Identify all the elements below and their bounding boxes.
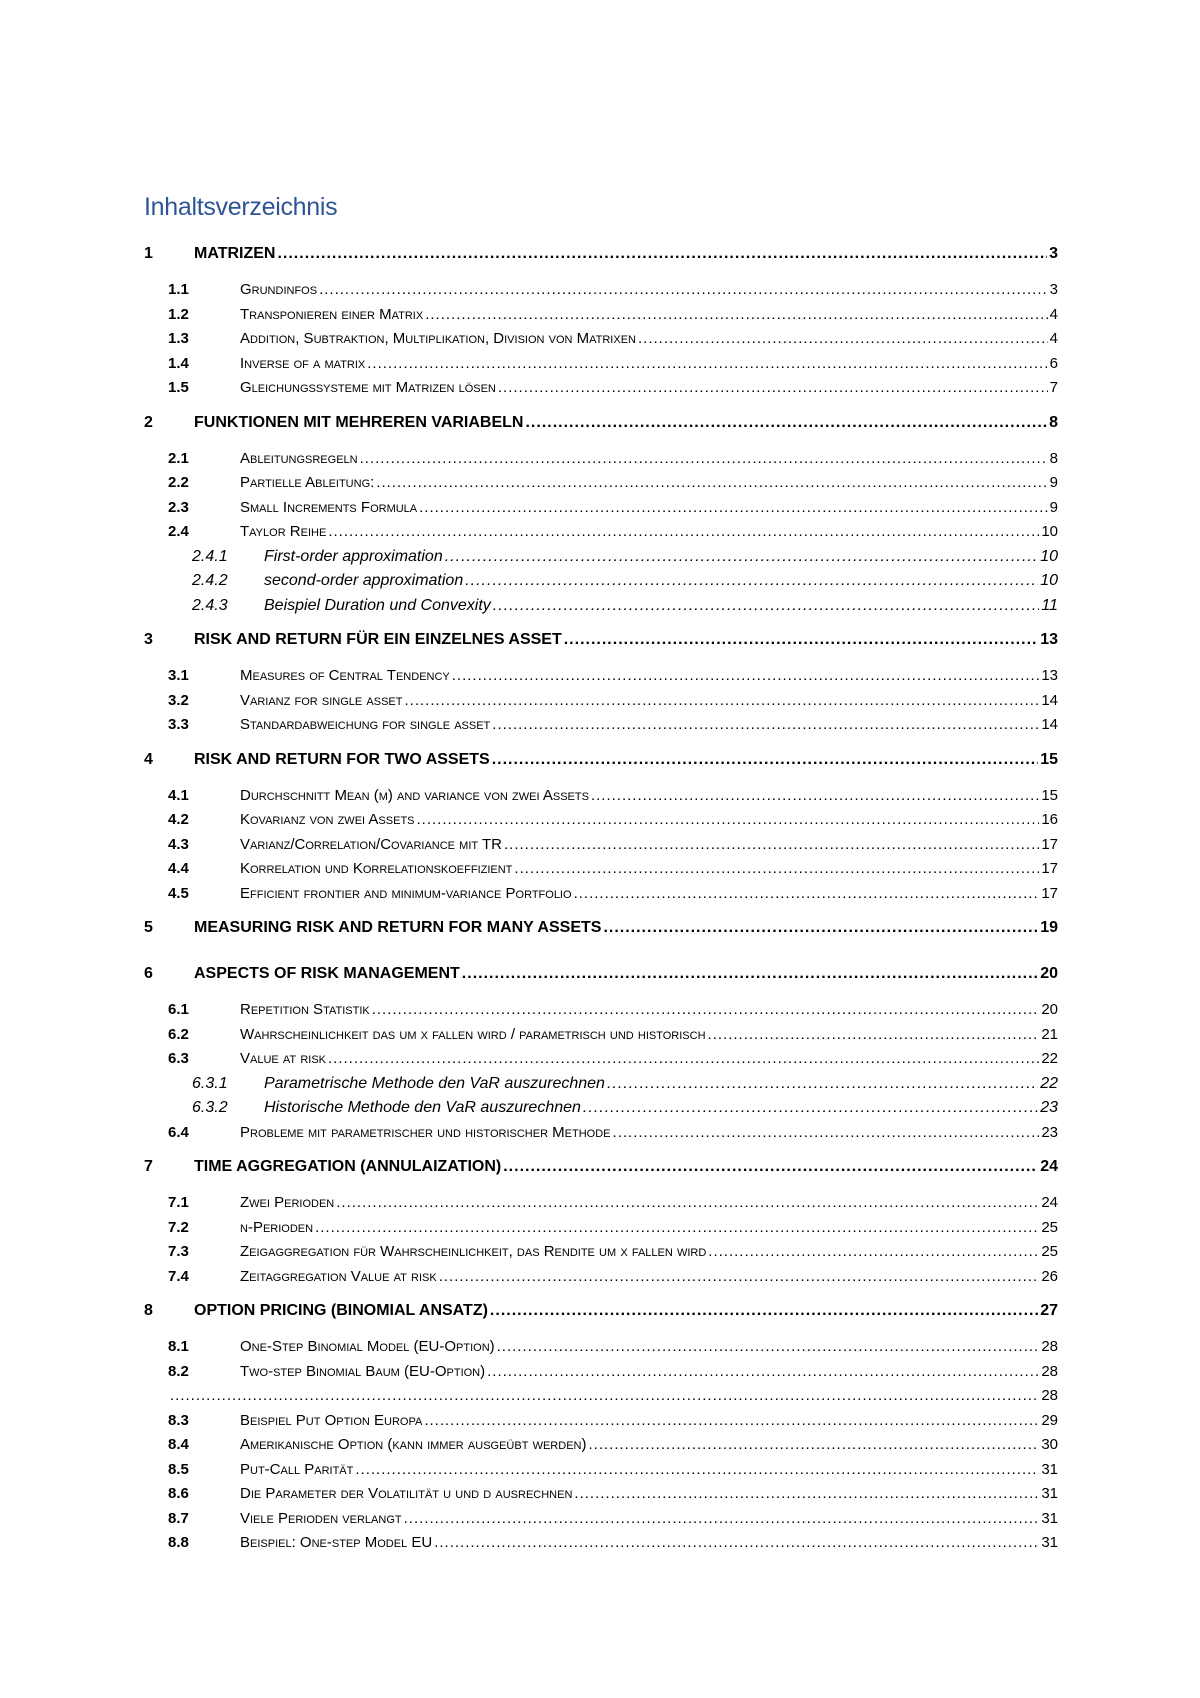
- toc-entry[interactable]: [144, 1158, 1058, 1182]
- toc-entry-label: Two-step Binomial Baum (EU-Option): [240, 1362, 486, 1380]
- toc-dot-leader: [498, 379, 1048, 396]
- toc-entry-number: 6.2: [168, 1025, 189, 1043]
- toc-entry-page: 17: [1041, 860, 1058, 877]
- toc-dot-leader: [336, 1194, 1039, 1211]
- toc-entry[interactable]: [144, 572, 1058, 596]
- toc-dot-leader: [419, 499, 1048, 516]
- toc-entry-page: 14: [1041, 691, 1058, 709]
- toc-entry-number: 1.5: [168, 379, 189, 396]
- toc-entry-page: 20: [1040, 965, 1058, 982]
- toc-dot-leader: [445, 548, 1038, 566]
- toc-entry-label: Gleichungssysteme mit Matrizen lösen: [240, 379, 496, 396]
- toc-entry-label: Efficient frontier and minimum-variance Portfolio: [240, 884, 572, 902]
- toc-entry-number: 8.4: [168, 1436, 189, 1453]
- toc-entry-page: 28: [1041, 1338, 1058, 1355]
- toc-entry[interactable]: [144, 667, 1058, 691]
- toc-entry-page: 24: [1040, 1158, 1058, 1175]
- toc-entry-page: 10: [1041, 523, 1058, 540]
- toc-entry-number: 8: [144, 1302, 153, 1319]
- toc-dot-leader: [583, 1099, 1038, 1117]
- toc-entry[interactable]: [144, 1363, 1058, 1387]
- toc-entry[interactable]: [144, 1461, 1058, 1485]
- toc-entry[interactable]: [144, 1099, 1058, 1123]
- toc-entry-number: 1.4: [168, 354, 189, 372]
- toc-entry-page: 10: [1040, 547, 1058, 565]
- toc-entry-number: 1: [144, 245, 153, 262]
- toc-entry-page: 4: [1049, 330, 1058, 347]
- toc-entry-page: 27: [1040, 1302, 1058, 1319]
- toc-entry-label: Taylor Reihe: [240, 523, 327, 540]
- toc-dot-leader: [497, 1338, 1040, 1355]
- toc-entry-label: Small Increments Formula: [240, 498, 418, 516]
- toc-entry[interactable]: [144, 1412, 1058, 1436]
- toc-dot-leader: [574, 885, 1040, 902]
- toc-entry-page: 8: [1049, 413, 1058, 431]
- toc-entry[interactable]: [144, 523, 1058, 547]
- toc-entry-number: 2.2: [168, 474, 189, 491]
- toc-entry-number: 3.2: [168, 691, 189, 709]
- toc-entry-label: Kovarianz von zwei Assets: [240, 811, 415, 828]
- toc-entry-page: 20: [1041, 1001, 1058, 1018]
- toc-entry-label: Beispiel Duration und Convexity: [264, 596, 491, 614]
- toc-dot-leader: [277, 245, 1047, 263]
- toc-dot-leader: [525, 414, 1047, 432]
- toc-entry-label: ASPECTS OF RISK MANAGEMENT: [194, 965, 460, 982]
- toc-entry-page: 9: [1049, 474, 1058, 491]
- toc-entry[interactable]: [144, 1338, 1058, 1362]
- toc-entry-label: Inverse of a matrix: [240, 354, 366, 372]
- toc-entry[interactable]: [144, 1124, 1058, 1148]
- toc-entry-page: 23: [1041, 1123, 1058, 1141]
- toc-entry[interactable]: [144, 1075, 1058, 1099]
- toc-entry-page: 17: [1041, 835, 1058, 853]
- toc-dot-leader: [465, 572, 1038, 590]
- toc-entry-label: Historische Methode den VaR auszurechnen: [264, 1099, 581, 1116]
- toc-entry-label: Partielle Ableitung:: [240, 474, 375, 491]
- toc-entry-label: Korrelation und Korrelationskoeffizient: [240, 860, 513, 877]
- toc-entry-number: 6: [144, 965, 153, 982]
- toc-entry-number: 3: [144, 631, 153, 648]
- toc-dot-leader: [424, 1412, 1039, 1429]
- toc-entry-number: 3.3: [168, 716, 189, 733]
- toc-entry-page: 31: [1041, 1509, 1058, 1527]
- toc-dot-leader: [708, 1243, 1039, 1260]
- toc-entry-label: First-order approximation: [264, 547, 443, 565]
- toc-entry-number: 6.1: [168, 1001, 189, 1018]
- toc-dot-leader: [452, 667, 1040, 684]
- toc-dot-leader: [404, 1510, 1040, 1527]
- toc-dot-leader: [417, 811, 1040, 828]
- toc-entry-page: 7: [1049, 379, 1058, 396]
- toc-dot-leader: [591, 787, 1039, 804]
- toc-dot-leader: [328, 523, 1039, 540]
- toc-entry-label: Die Parameter der Volatilität u und d ausrechnen: [240, 1485, 573, 1502]
- toc-entry-number: 8.3: [168, 1411, 189, 1429]
- toc-entry[interactable]: [144, 1050, 1058, 1074]
- toc-entry-page: 6: [1049, 354, 1058, 372]
- toc-entry-page: 4: [1049, 305, 1058, 323]
- toc-entry-page: 26: [1041, 1267, 1058, 1285]
- toc-dot-leader: [492, 716, 1039, 733]
- toc-entry[interactable]: [144, 306, 1058, 330]
- toc-entry-label: One-Step Binomial Model (EU-Option): [240, 1338, 495, 1355]
- toc-entry-page: 10: [1040, 572, 1058, 589]
- toc-dot-leader: [514, 860, 1039, 877]
- toc-entry-page: 31: [1041, 1534, 1058, 1551]
- toc-entry[interactable]: [168, 1387, 1058, 1411]
- toc-entry[interactable]: [144, 965, 1058, 989]
- toc-entry-number: 3.1: [168, 667, 189, 684]
- toc-entry-page: 30: [1041, 1436, 1058, 1453]
- toc-entry[interactable]: [144, 836, 1058, 860]
- toc-entry[interactable]: [144, 1485, 1058, 1509]
- toc-entry[interactable]: [144, 716, 1058, 740]
- toc-entry[interactable]: [144, 631, 1058, 655]
- toc-entry-number: 1.1: [168, 281, 189, 298]
- toc-entry-number: 2.3: [168, 498, 189, 516]
- toc-entry-label: Parametrische Methode den VaR auszurechnen: [264, 1074, 605, 1092]
- toc-entry-label: Viele Perioden verlangt: [240, 1509, 402, 1527]
- toc-dot-leader: [372, 1001, 1040, 1018]
- toc-entry[interactable]: [144, 1268, 1058, 1292]
- toc-dot-leader: [404, 692, 1039, 709]
- toc-entry-label: Grundinfos: [240, 281, 318, 298]
- toc-entry-label: Ableitungsregeln: [240, 449, 358, 467]
- toc-entry-number: 1.2: [168, 305, 189, 323]
- toc-entry-page: 13: [1041, 667, 1058, 684]
- toc-entry-label: Beispiel Put Option Europa: [240, 1411, 423, 1429]
- toc-entry[interactable]: [144, 1219, 1058, 1243]
- toc-entry[interactable]: [144, 1194, 1058, 1218]
- toc-entry-number: 8.8: [168, 1534, 189, 1551]
- toc-entry[interactable]: [144, 811, 1058, 835]
- toc-entry-number: 7: [144, 1158, 153, 1175]
- toc-entry-label: n-Perioden: [240, 1218, 314, 1236]
- toc-entry-page: 16: [1041, 811, 1058, 828]
- toc-dot-leader: [638, 330, 1048, 347]
- toc-entry-page: 28: [1041, 1362, 1058, 1380]
- toc-dot-leader: [315, 1219, 1039, 1236]
- toc-entry-label: RISK AND RETURN FÜR EIN EINZELNES ASSET: [194, 631, 562, 648]
- toc-entry-page: 23: [1040, 1099, 1058, 1116]
- toc-entry[interactable]: [144, 885, 1058, 909]
- toc-dot-leader: [462, 965, 1038, 983]
- toc-entry-number: 5: [144, 919, 153, 936]
- toc-entry-label: Put-Call Parität: [240, 1460, 354, 1478]
- toc-entry[interactable]: [144, 379, 1058, 403]
- toc-entry-number: 2.1: [168, 449, 189, 467]
- toc-entry[interactable]: [144, 1302, 1058, 1326]
- toc-entry-label: MATRIZEN: [194, 245, 276, 262]
- toc-entry-number: 7.2: [168, 1218, 189, 1236]
- toc-entry-page: 19: [1040, 919, 1058, 936]
- toc-entry-page: 24: [1041, 1194, 1058, 1211]
- toc-dot-leader: [603, 919, 1038, 937]
- toc-entry-number: 8.7: [168, 1509, 189, 1527]
- toc-entry-page: 29: [1041, 1411, 1058, 1429]
- toc-dot-leader: [493, 597, 1040, 615]
- toc-dot-leader: [504, 836, 1039, 853]
- toc-entry-label: Zwei Perioden: [240, 1194, 335, 1211]
- toc-entry[interactable]: [144, 330, 1058, 354]
- toc-dot-leader: [564, 631, 1038, 649]
- toc-entry-label: OPTION PRICING (BINOMIAL ANSATZ): [194, 1302, 488, 1319]
- toc-entry-number: 2: [144, 413, 153, 431]
- toc-entry[interactable]: [144, 450, 1058, 474]
- toc-entry-page: 8: [1049, 449, 1058, 467]
- toc-entry-label: second-order approximation: [264, 572, 464, 589]
- toc-entry-number: 8.5: [168, 1460, 189, 1478]
- toc-entry-number: 4: [144, 750, 153, 768]
- toc-entry-number: 6.3.1: [192, 1074, 228, 1092]
- toc-entry-number: 7.1: [168, 1194, 189, 1211]
- toc-entry-page: 11: [1041, 596, 1058, 614]
- toc-entry-label: Transponieren einer Matrix: [240, 305, 424, 323]
- toc-entry[interactable]: [144, 548, 1058, 572]
- toc-entry-label: Amerikanische Option (kann immer ausgeübt werden): [240, 1436, 587, 1453]
- toc-entry-page: 28: [1041, 1387, 1058, 1404]
- toc-entry-page: 9: [1049, 498, 1058, 516]
- toc-entry-page: 21: [1041, 1025, 1058, 1043]
- toc-entry-page: 15: [1041, 786, 1058, 804]
- toc-entry-label: RISK AND RETURN FOR TWO ASSETS: [194, 750, 490, 768]
- toc-entry[interactable]: [144, 1510, 1058, 1534]
- toc-entry[interactable]: [144, 1436, 1058, 1460]
- toc-entry[interactable]: [144, 692, 1058, 716]
- toc-entry-page: 13: [1040, 631, 1058, 648]
- toc-entry-label: Addition, Subtraktion, Multiplikation, Division von Matrixen: [240, 330, 636, 347]
- toc-entry[interactable]: [144, 499, 1058, 523]
- toc-entry-number: 6.4: [168, 1123, 189, 1141]
- toc-entry-label: Value at risk: [240, 1050, 326, 1067]
- toc-title: Inhaltsverzeichnis: [144, 193, 338, 221]
- toc-entry-page: 3: [1049, 281, 1058, 298]
- toc-entry[interactable]: [144, 751, 1058, 775]
- toc-entry-number: 8.2: [168, 1362, 189, 1380]
- toc-entry-label: TIME AGGREGATION (ANNULAIZATION): [194, 1158, 502, 1175]
- toc-entry-label: Zeitaggregation Value at risk: [240, 1267, 437, 1285]
- toc-entry-page: 31: [1041, 1485, 1058, 1502]
- toc-entry-number: 4.1: [168, 786, 189, 804]
- toc-dot-leader: [613, 1124, 1040, 1141]
- toc-entry[interactable]: [144, 245, 1058, 269]
- toc-entry-label: MEASURING RISK AND RETURN FOR MANY ASSETS: [194, 919, 602, 936]
- toc-entry-label: Beispiel: One-step Model EU: [240, 1534, 433, 1551]
- toc-dot-leader: [492, 751, 1039, 769]
- toc-dot-leader: [574, 1485, 1039, 1502]
- toc-entry[interactable]: [144, 860, 1058, 884]
- toc-entry-label: Zeigaggregation für Wahrscheinlichkeit, das Rendite um x fallen wird: [240, 1243, 707, 1260]
- toc-entry[interactable]: [144, 597, 1058, 621]
- toc-entry-number: 2.4: [168, 523, 189, 540]
- toc-entry-page: 25: [1041, 1243, 1058, 1260]
- toc-entry-number: 7.3: [168, 1243, 189, 1260]
- toc-entry-label: Varianz for single asset: [240, 691, 403, 709]
- toc-entry-label: Durchschnitt Mean (μ) and variance von zwei Assets: [240, 786, 589, 804]
- toc-entry-label: Repetition Statistik: [240, 1001, 370, 1018]
- toc-entry-number: 1.3: [168, 330, 189, 347]
- toc-dot-leader: [367, 355, 1047, 372]
- toc-entry-page: 25: [1041, 1218, 1058, 1236]
- toc-dot-leader: [487, 1363, 1039, 1380]
- toc-entry[interactable]: [144, 1534, 1058, 1558]
- toc-dot-leader: [588, 1436, 1039, 1453]
- toc-entry[interactable]: [144, 281, 1058, 305]
- toc-entry-page: 17: [1041, 884, 1058, 902]
- toc-entry-label: Wahrscheinlichkeit das um x fallen wird / parametrisch und historisch: [240, 1025, 706, 1043]
- toc-dot-leader: [607, 1075, 1038, 1093]
- toc-dot-leader: [355, 1461, 1039, 1478]
- toc-entry-label: Standardabweichung for single asset: [240, 716, 491, 733]
- toc-entry[interactable]: [144, 1243, 1058, 1267]
- toc-entry-number: 2.4.2: [192, 572, 228, 589]
- toc-entry-number: 8.6: [168, 1485, 189, 1502]
- toc-entry-number: 4.2: [168, 811, 189, 828]
- toc-entry-label: Varianz/Correlation/Covariance mit TR: [240, 835, 503, 853]
- toc-dot-leader: [425, 306, 1047, 323]
- toc-dot-leader: [434, 1534, 1039, 1551]
- toc-entry[interactable]: [144, 414, 1058, 438]
- toc-entry-number: 4.3: [168, 835, 189, 853]
- toc-entry[interactable]: [144, 1026, 1058, 1050]
- toc-entry-number: 4.5: [168, 884, 189, 902]
- toc-entry[interactable]: [144, 355, 1058, 379]
- toc-dot-leader: [439, 1268, 1040, 1285]
- toc-entry-number: 2.4.1: [192, 547, 228, 565]
- toc-dot-leader: [708, 1026, 1040, 1043]
- toc-entry-label: Probleme mit parametrischer und historischer Methode: [240, 1123, 611, 1141]
- toc-entry-page: 31: [1041, 1460, 1058, 1478]
- toc-entry-number: 7.4: [168, 1267, 189, 1285]
- toc-entry-page: 22: [1041, 1050, 1058, 1067]
- toc-entry-label: FUNKTIONEN MIT MEHREREN VARIABELN: [194, 413, 524, 431]
- toc-entry[interactable]: [144, 1001, 1058, 1025]
- toc-entry-number: 6.3.2: [192, 1099, 228, 1116]
- toc-entry-number: 4.4: [168, 860, 189, 877]
- toc-entry[interactable]: [144, 787, 1058, 811]
- toc-dot-leader: [328, 1050, 1039, 1067]
- toc-entry-number: 6.3: [168, 1050, 189, 1067]
- toc-dot-leader: [319, 281, 1048, 298]
- toc-dot-leader: [170, 1387, 1039, 1404]
- toc-entry[interactable]: [144, 474, 1058, 498]
- toc-dot-leader: [503, 1158, 1038, 1176]
- toc-dot-leader: [490, 1302, 1038, 1320]
- toc-entry-page: 3: [1049, 245, 1058, 262]
- toc-entry-number: 8.1: [168, 1338, 189, 1355]
- toc-entry-page: 22: [1040, 1074, 1058, 1092]
- toc-dot-leader: [360, 450, 1048, 467]
- toc-entry-page: 15: [1040, 750, 1058, 768]
- toc-entry-number: 2.4.3: [192, 596, 228, 614]
- toc-entry-label: Measures of Central Tendency: [240, 667, 450, 684]
- toc-dot-leader: [376, 474, 1047, 491]
- toc-entry-page: 14: [1041, 716, 1058, 733]
- toc-entry[interactable]: [144, 919, 1058, 943]
